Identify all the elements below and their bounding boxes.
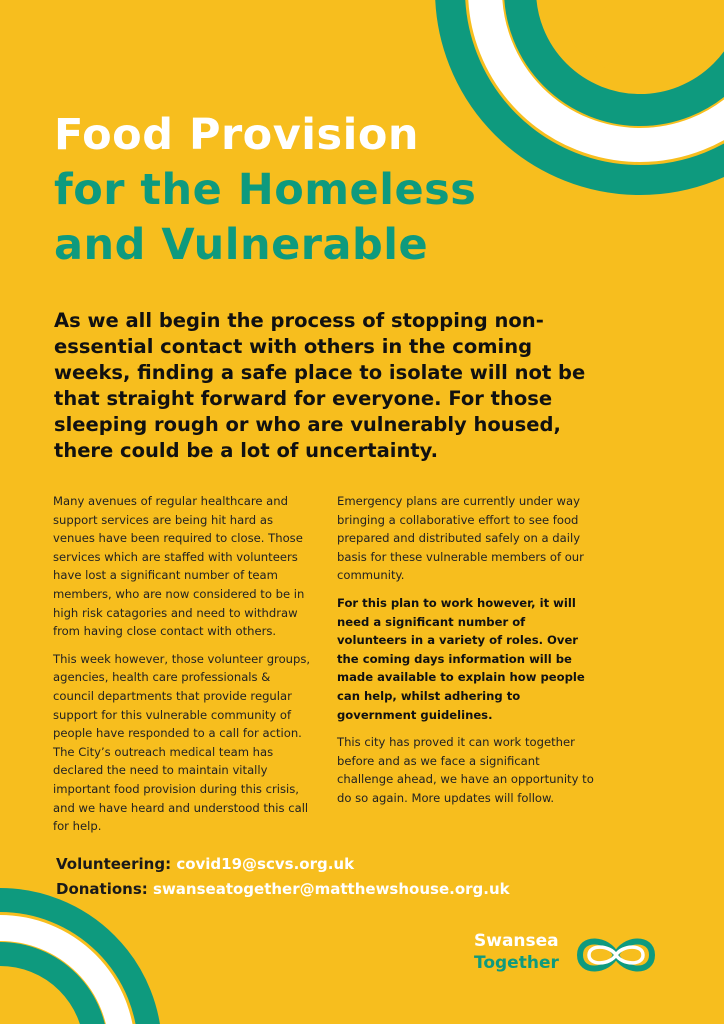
volunteering-email-link[interactable]: covid19@scvs.org.uk bbox=[176, 855, 355, 873]
logo-line-2: Together bbox=[474, 953, 559, 973]
infinity-loop-icon bbox=[572, 930, 660, 980]
body-column-left bbox=[53, 492, 311, 845]
logo-wordmark bbox=[474, 930, 559, 974]
title-line-1: Food Provision bbox=[54, 110, 419, 160]
page-title bbox=[54, 108, 476, 273]
donations-email-link[interactable]: swanseatogether@matthewshouse.org.uk bbox=[153, 880, 510, 898]
body-paragraph: Many avenues of regular healthcare and support services are being hit hard as venues have been required to close. Those services which are staffed with volunteers have lost a significant number of team members, who are now considered to be in high risk catagories and need to withdraw from having close contact with others. bbox=[53, 494, 305, 639]
body-paragraph-emphasis: For this plan to work however, it will need a significant number of volunteers in a variety of roles. Over the coming days information will be made available to explain how people can help, whilst adhering to government guidelines. bbox=[337, 595, 585, 722]
body-paragraph: This week however, those volunteer groups, agencies, health care professionals & council departments that provide regular support for this vulnerable community of people have responded to a call for action. The City’s outreach medical team has declared the need to maintain vitally important food provision during this crisis, and we have heard and understood this call for help. bbox=[53, 651, 311, 834]
logo-line-1: Swansea bbox=[474, 931, 559, 951]
donations-row bbox=[56, 877, 510, 902]
title-line-3: and Vulnerable bbox=[54, 220, 429, 270]
donations-label: Donations: bbox=[56, 880, 148, 898]
title-line-2: for the Homeless bbox=[54, 165, 477, 215]
volunteering-label: Volunteering: bbox=[56, 855, 172, 873]
contact-details bbox=[56, 852, 510, 902]
body-paragraph: This city has proved it can work together before and as we face a significant challenge ahead, we have an opportunity to do so again. More updates will follow. bbox=[337, 735, 594, 805]
swansea-together-logo bbox=[474, 930, 664, 980]
lead-paragraph: As we all begin the process of stopping non-essential contact with others in the coming weeks, finding a safe place to isolate will not be that straight forward for everyone. For those sleeping rough or who are vulnerably housed, there could be a lot of uncertainty. bbox=[54, 309, 586, 462]
body-column-right bbox=[337, 492, 595, 817]
volunteering-row bbox=[56, 852, 510, 877]
body-paragraph: Emergency plans are currently under way bringing a collaborative effort to see food prepared and distributed safely on a daily basis for these vulnerable members of our community. bbox=[337, 494, 584, 583]
